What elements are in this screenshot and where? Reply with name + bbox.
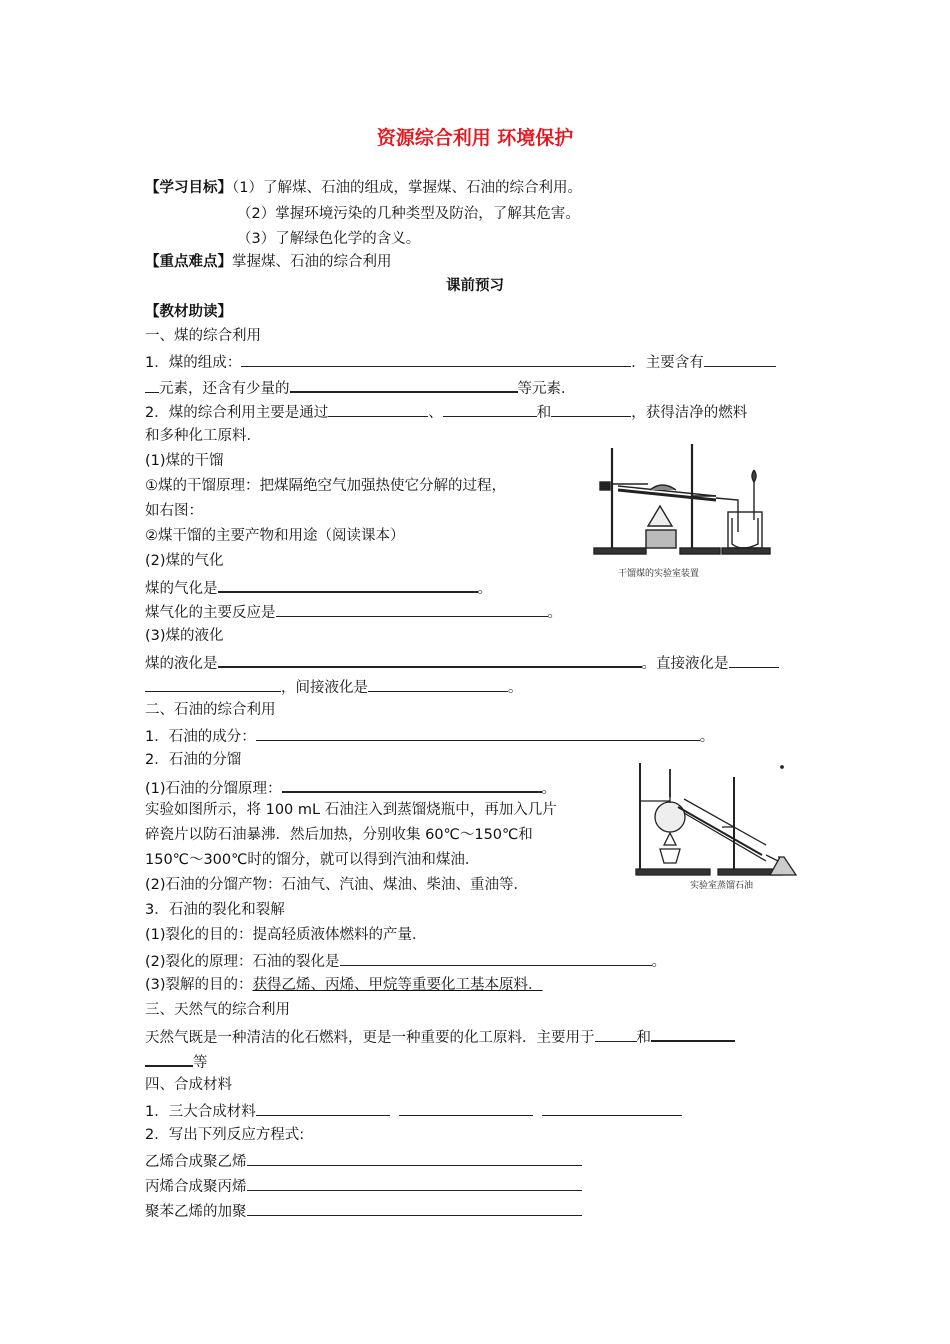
key-line [145,252,392,272]
blank-direct-liquefaction-cont[interactable] [145,676,281,692]
coal-elements-end: 等元素． [517,381,576,397]
coal-use-line [145,401,747,423]
blank-equation-polyethylene[interactable] [247,1150,582,1166]
liquefaction-label: 煤的液化是 [145,656,218,672]
liquefaction-line [145,651,779,674]
equations-heading: 2．写出下列反应方程式: [145,1127,305,1143]
period: 。 [541,781,557,797]
blank-method-3[interactable] [551,401,631,417]
comma-text: 、 [428,405,443,421]
oil-figure-caption: 实验室蒸馏石油 [690,881,754,891]
goal-2: （2）掌握环境污染的几种类型及防治，了解其危害。 [237,206,580,222]
gasification-label: 煤的气化是 [145,581,218,597]
key-label: 【重点难点】 [145,254,232,270]
coal-distillation-apparatus-figure [588,440,788,562]
coal-composition-line [145,351,776,373]
liquefaction-line-2 [145,676,523,698]
etc-text: 等 [193,1055,208,1071]
blank-material-2[interactable] [399,1100,533,1116]
blank-fractionation-principle[interactable] [282,776,542,793]
equation-polyethylene-label: 乙烯合成聚乙烯 [145,1154,247,1170]
cracking-principle-label: (2)裂化的原理：石油的裂化是 [145,954,340,970]
dry-distillation-see-figure: 如右图： [145,503,203,519]
experiment-text-2: 碎瓷片以防石油暴沸．然后加热，分别收集 60℃～150℃和 [145,827,533,843]
experiment-text-3: 150℃～300℃时的馏分，就可以得到汽油和煤油． [145,852,480,868]
gasification-reaction-line [145,601,562,623]
goal-3: （3）了解绿色化学的含义。 [237,231,421,247]
period: 。 [547,605,562,621]
fractionation-principle-line [145,776,556,799]
cracking-principle-line [145,950,666,972]
blank-liquefaction[interactable] [218,651,642,668]
equation-polyethylene-line [145,1150,582,1172]
blank-coal-composition[interactable] [241,351,631,367]
coal-figure-caption: 干馏煤的实验室装置 [618,569,700,579]
blank-material-3[interactable] [542,1100,682,1116]
dry-distillation-principle: ①煤的干馏原理：把煤隔绝空气加强热使它分解的过程， [145,478,506,494]
and-text: 和 [536,405,552,421]
coal-contains-text: ．主要含有 [631,355,704,371]
goals-line-1 [145,178,582,198]
natural-gas-line-2 [145,1050,208,1073]
oil-composition-line [145,725,714,747]
blank-minor-elements[interactable] [290,376,518,393]
guide-heading: 【教材助读】 [145,304,232,320]
equation-polypropylene-line [145,1175,582,1197]
blank-equation-polypropylene[interactable] [247,1175,582,1191]
coal-use-line-2: 和多种化工原料． [145,428,261,444]
blank-indirect-liquefaction[interactable] [368,676,508,692]
pyrolysis-line [145,975,543,995]
indirect-liquefaction-label: ，间接液化是 [281,680,368,696]
equation-polypropylene-label: 丙烯合成聚丙烯 [145,1179,247,1195]
blank-gas-use-1[interactable] [595,1026,637,1042]
blank-main-elements-cont[interactable] [145,377,159,393]
three-materials-label: 1．三大合成材料 [145,1104,256,1120]
direct-liquefaction-label: 。直接液化是 [641,656,729,672]
blank-equation-polystyrene[interactable] [247,1200,582,1216]
page-title: 资源综合利用 环境保护 [376,127,574,149]
blank-gasification-reaction[interactable] [276,601,548,617]
dry-distillation-heading: (1)煤的干馏 [145,453,224,469]
cracking-heading: 3．石油的裂化和裂解 [145,902,285,918]
blank-gas-use-2[interactable] [651,1025,735,1042]
coal-minor-text: 元素，还含有少量的 [159,381,290,397]
gasification-heading: (2)煤的气化 [145,553,224,569]
coal-heading: 一、煤的综合利用 [145,328,261,344]
equation-polystyrene-line [145,1200,582,1222]
three-materials-line [145,1100,682,1122]
coal-elements-line [145,376,576,399]
and-text: 和 [636,1030,651,1046]
cracking-purpose: (1)裂化的目的：提高轻质液体燃料的产量． [145,927,427,943]
blank-gasification[interactable] [218,576,478,593]
blank-main-elements[interactable] [704,351,776,367]
coal-use-result: ，获得洁净的燃料 [631,405,748,421]
oil-heading: 二、石油的综合利用 [145,702,276,718]
blank-oil-composition[interactable] [256,725,700,741]
blank-cracking-principle[interactable] [340,950,652,966]
liquefaction-heading: (3)煤的液化 [145,628,224,644]
period: 。 [508,680,523,696]
oil-distillation-apparatus-figure [634,757,802,881]
experiment-text-1: 实验如图所示，将 100 mL 石油注入到蒸馏烧瓶中，再加入几片 [145,802,557,818]
blank-method-1[interactable] [328,401,428,417]
coal-use-label: 2．煤的综合利用主要是通过 [145,405,329,421]
blank-direct-liquefaction[interactable] [729,652,779,668]
fractionation-products: (2)石油的分馏产物：石油气、汽油、煤油、柴油、重油等． [145,877,529,893]
natural-gas-line [145,1025,735,1048]
fractionation-principle-label: (1)石油的分馏原理： [145,781,282,797]
oil-fractionation-heading: 2．石油的分馏 [145,752,242,768]
blank-method-2[interactable] [443,401,537,417]
period: 。 [651,954,667,970]
blank-material-1[interactable] [256,1100,390,1116]
goals-label: 【学习目标】 [145,180,232,196]
natural-gas-use-text: 天然气既是一种清洁的化石燃料，更是一种重要的化工原料．主要用于 [145,1030,595,1046]
goal-1: （1）了解煤、石油的组成，掌握煤、石油的综合利用。 [232,180,582,196]
dry-distillation-products: ②煤干馏的主要产物和用途（阅读课本） [145,528,405,544]
gasification-reaction-label: 煤气化的主要反应是 [145,605,276,621]
coal-composition-label: 1．煤的组成： [145,355,242,371]
pyrolysis-label: (3)裂解的目的： [145,977,253,993]
natural-gas-heading: 三、天然气的综合利用 [145,1002,290,1018]
gasification-line [145,576,492,599]
preview-heading: 课前预习 [446,278,504,294]
key-text: 掌握煤、石油的综合利用 [232,254,392,270]
period: 。 [699,729,715,745]
oil-composition-label: 1．石油的成分： [145,729,256,745]
equation-polystyrene-label: 聚苯乙烯的加聚 [145,1204,247,1220]
period: 。 [477,581,492,597]
synthetic-heading: 四、合成材料 [145,1077,232,1093]
pyrolysis-answer: 获得乙烯、丙烯、甲烷等重要化工基本原料． [252,977,543,993]
blank-gas-use-2-cont[interactable] [145,1050,193,1067]
